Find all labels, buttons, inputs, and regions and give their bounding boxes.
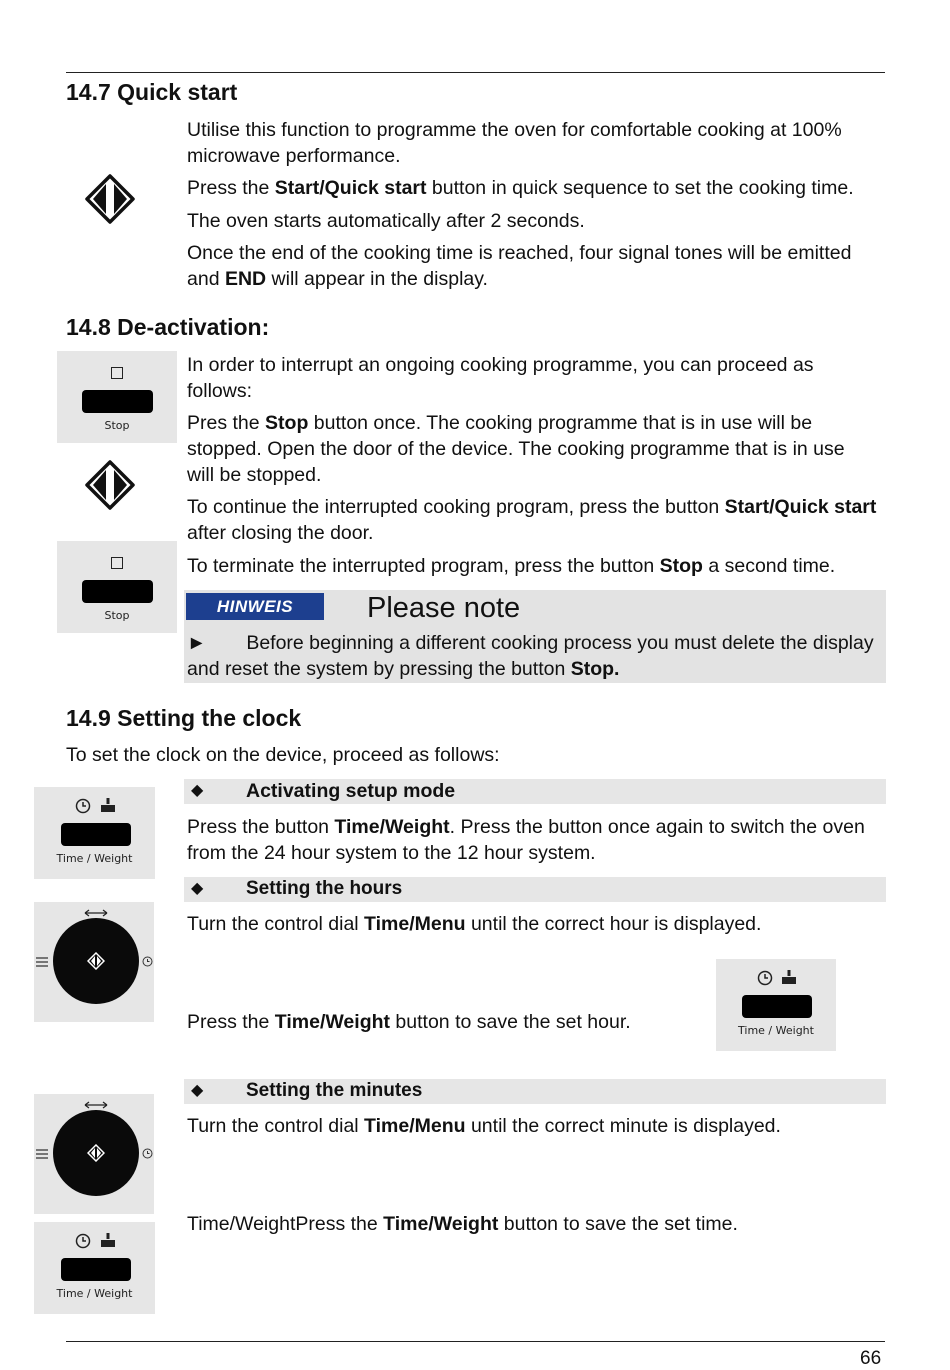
time-weight-button-graphic <box>61 823 131 846</box>
step2-save-text: Press the Time/Weight button to save the set hour. <box>187 1011 631 1033</box>
stop-button-illustration <box>57 541 177 633</box>
arrow-icon: ► <box>187 632 207 654</box>
step-setting-minutes <box>184 1079 886 1104</box>
weight-icon <box>100 797 116 813</box>
stop-caption: Stop <box>104 609 130 622</box>
please-note-box <box>184 590 886 683</box>
control-dial-illustration <box>34 902 154 1022</box>
diamond-icon: ◆ <box>191 1082 204 1099</box>
diamond-icon: ◆ <box>191 880 204 897</box>
stop-button-graphic <box>82 580 153 603</box>
section-title-setting-clock: 14.9 Setting the clock <box>66 705 302 731</box>
step-title: Activating setup mode <box>246 780 456 802</box>
weight-icon <box>100 1232 116 1248</box>
start-quick-start-icon <box>84 173 136 225</box>
page-number: 66 <box>860 1348 882 1369</box>
time-weight-caption: Time / Weight <box>56 852 133 865</box>
hinweis-badge: HINWEIS <box>186 593 324 620</box>
setting-clock-intro: To set the clock on the device, proceed as follows: <box>66 744 500 766</box>
menu-list-icon <box>35 1148 49 1160</box>
section-title-quick-start: 14.7 Quick start <box>66 79 238 105</box>
time-weight-button-graphic <box>61 1258 131 1281</box>
clock-icon <box>75 798 91 814</box>
bottom-rule <box>66 1341 885 1342</box>
step2-text: Turn the control dial Time/Menu until the correct hour is displayed. <box>187 913 762 935</box>
clock-icon <box>757 970 773 986</box>
deactivation-p1: In order to interrupt an ongoing cooking programme, you can proceed as follows: <box>187 354 814 402</box>
step-setting-hours <box>184 877 886 902</box>
dial-center-diamond-icon <box>87 1144 105 1162</box>
deactivation-p2: Pres the Stop button once. The cooking programme that is in use will be stopped. Open the door of the device. The cooking programme that is in use will be stopped. <box>187 412 845 486</box>
time-weight-caption: Time / Weight <box>738 1024 814 1037</box>
time-weight-caption: Time / Weight <box>56 1287 133 1300</box>
rotate-arrows-icon <box>82 1100 110 1110</box>
deactivation-p3: To continue the interrupted cooking program, press the button Start/Quick start after closing the door. <box>187 496 877 544</box>
time-weight-button-illustration <box>716 959 836 1051</box>
step1-text: Press the button Time/Weight. Press the button once again to switch the oven from the 24 hour system to the 12 hour system. <box>187 816 865 864</box>
deactivation-p4: To terminate the interrupted program, press the button Stop a second time. <box>187 555 836 577</box>
step3-save-text: Time/WeightPress the Time/Weight button to save the set time. <box>187 1213 738 1235</box>
clock-small-icon <box>142 1148 153 1159</box>
step-activating-setup-mode <box>184 779 886 804</box>
note-title: Please note <box>367 592 521 624</box>
quick-start-p3: The oven starts automatically after 2 seconds. <box>187 210 585 232</box>
start-quick-start-icon <box>84 459 136 511</box>
stop-square-icon <box>111 367 123 379</box>
step-title: Setting the hours <box>246 878 403 899</box>
stop-square-icon <box>111 557 123 569</box>
step3-text: Turn the control dial Time/Menu until the correct minute is displayed. <box>187 1115 781 1137</box>
quick-start-p1: Utilise this function to programme the oven for comfortable cooking at 100% microwave performance. <box>187 119 842 167</box>
stop-caption: Stop <box>104 419 130 432</box>
section-title-deactivation: 14.8 De-activation: <box>66 314 270 340</box>
control-dial-illustration <box>34 1094 154 1214</box>
clock-small-icon <box>142 956 153 967</box>
diamond-icon: ◆ <box>191 782 204 799</box>
weight-icon <box>781 969 797 985</box>
time-weight-button-illustration <box>34 1222 155 1314</box>
step-title: Setting the minutes <box>246 1080 423 1101</box>
clock-icon <box>75 1233 91 1249</box>
quick-start-p4: Once the end of the cooking time is reached, four signal tones will be emitted and END will appear in the display. <box>187 242 852 290</box>
quick-start-p2: Press the Start/Quick start button in quick sequence to set the cooking time. <box>187 177 854 199</box>
time-weight-button-graphic <box>742 995 812 1018</box>
stop-button-illustration <box>57 351 177 443</box>
time-weight-button-illustration <box>34 787 155 879</box>
top-rule <box>66 72 885 73</box>
dial-center-diamond-icon <box>87 952 105 970</box>
stop-button-graphic <box>82 390 153 413</box>
note-body: ► Before beginning a different cooking process you must delete the display and reset the system by pressing the button Stop. <box>187 632 874 680</box>
rotate-arrows-icon <box>82 908 110 918</box>
menu-list-icon <box>35 956 49 968</box>
